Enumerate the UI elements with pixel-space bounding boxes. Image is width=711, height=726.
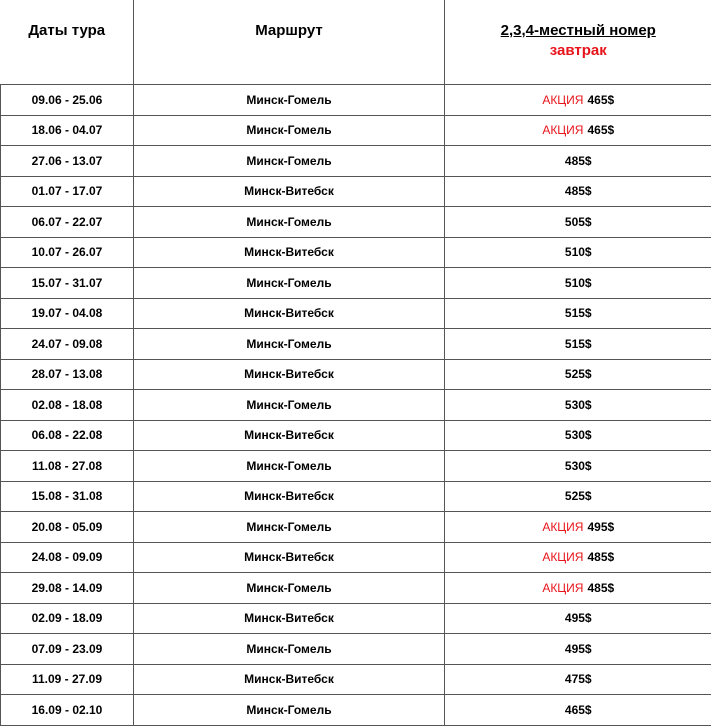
price-value: 485$	[587, 581, 614, 595]
tour-dates-cell: 06.07 - 22.07	[1, 207, 134, 238]
price-value: 465$	[587, 93, 614, 107]
price-cell	[445, 573, 711, 604]
route-cell: Минск-Витебск	[134, 298, 445, 329]
price-value: 465$	[565, 703, 592, 717]
route-cell: Минск-Витебск	[134, 420, 445, 451]
price-cell	[445, 268, 711, 299]
table-row	[1, 512, 711, 543]
price-cell	[445, 298, 711, 329]
table-row	[1, 115, 711, 146]
tour-dates-cell: 18.06 - 04.07	[1, 115, 134, 146]
table-row	[1, 634, 711, 665]
table-row	[1, 603, 711, 634]
price-value: 485$	[587, 550, 614, 564]
tour-dates-cell: 01.07 - 17.07	[1, 176, 134, 207]
tour-dates-cell: 11.09 - 27.09	[1, 664, 134, 695]
table-row	[1, 207, 711, 238]
route-cell: Минск-Витебск	[134, 664, 445, 695]
table-row	[1, 146, 711, 177]
price-value: 495$	[565, 642, 592, 656]
table-row	[1, 329, 711, 360]
table-row	[1, 451, 711, 482]
table-row	[1, 359, 711, 390]
table-row	[1, 176, 711, 207]
price-cell	[445, 207, 711, 238]
route-cell: Минск-Гомель	[134, 146, 445, 177]
route-cell: Минск-Гомель	[134, 207, 445, 238]
tour-dates-cell: 29.08 - 14.09	[1, 573, 134, 604]
price-value: 510$	[565, 276, 592, 290]
route-cell: Минск-Гомель	[134, 85, 445, 116]
price-value: 510$	[565, 245, 592, 259]
route-cell: Минск-Гомель	[134, 390, 445, 421]
promo-badge: АКЦИЯ	[542, 520, 583, 534]
route-cell: Минск-Витебск	[134, 481, 445, 512]
tour-dates-cell: 07.09 - 23.09	[1, 634, 134, 665]
header-dates	[1, 0, 134, 85]
price-value: 525$	[565, 489, 592, 503]
price-cell	[445, 85, 711, 116]
table-row	[1, 481, 711, 512]
price-cell	[445, 146, 711, 177]
route-cell: Минск-Витебск	[134, 603, 445, 634]
price-cell	[445, 420, 711, 451]
route-cell: Минск-Гомель	[134, 573, 445, 604]
header-route-label: Маршрут	[134, 0, 444, 39]
table-row	[1, 390, 711, 421]
price-cell	[445, 359, 711, 390]
price-cell	[445, 542, 711, 573]
table-row	[1, 298, 711, 329]
table-row	[1, 85, 711, 116]
tour-dates-cell: 15.07 - 31.07	[1, 268, 134, 299]
price-cell	[445, 695, 711, 726]
price-cell	[445, 603, 711, 634]
table-row	[1, 542, 711, 573]
price-cell	[445, 634, 711, 665]
route-cell: Минск-Гомель	[134, 695, 445, 726]
price-value: 465$	[587, 123, 614, 137]
tour-dates-cell: 15.08 - 31.08	[1, 481, 134, 512]
header-route	[134, 0, 445, 85]
price-value: 475$	[565, 672, 592, 686]
header-dates-label: Даты тура	[1, 0, 134, 39]
table-row	[1, 268, 711, 299]
tour-dates-cell: 24.08 - 09.09	[1, 542, 134, 573]
header-meal-label: завтрак	[445, 39, 711, 59]
price-cell	[445, 664, 711, 695]
header-room-label[interactable]: 2,3,4-местный номер	[445, 0, 711, 39]
promo-badge: АКЦИЯ	[542, 581, 583, 595]
price-value: 515$	[565, 306, 592, 320]
promo-badge: АКЦИЯ	[542, 550, 583, 564]
price-value: 495$	[587, 520, 614, 534]
price-cell	[445, 176, 711, 207]
table-header-row	[1, 0, 711, 85]
price-value: 485$	[565, 154, 592, 168]
price-value: 530$	[565, 459, 592, 473]
price-value: 515$	[565, 337, 592, 351]
tour-dates-cell: 19.07 - 04.08	[1, 298, 134, 329]
route-cell: Минск-Витебск	[134, 237, 445, 268]
route-cell: Минск-Витебск	[134, 359, 445, 390]
price-cell	[445, 329, 711, 360]
price-value: 525$	[565, 367, 592, 381]
table-row	[1, 420, 711, 451]
price-cell	[445, 451, 711, 482]
price-value: 530$	[565, 398, 592, 412]
price-cell	[445, 481, 711, 512]
tour-dates-cell: 11.08 - 27.08	[1, 451, 134, 482]
price-cell	[445, 237, 711, 268]
route-cell: Минск-Гомель	[134, 512, 445, 543]
route-cell: Минск-Гомель	[134, 115, 445, 146]
tour-dates-cell: 27.06 - 13.07	[1, 146, 134, 177]
price-value: 495$	[565, 611, 592, 625]
price-value: 530$	[565, 428, 592, 442]
route-cell: Минск-Гомель	[134, 451, 445, 482]
route-cell: Минск-Гомель	[134, 329, 445, 360]
tour-dates-cell: 09.06 - 25.06	[1, 85, 134, 116]
promo-badge: АКЦИЯ	[542, 123, 583, 137]
price-value: 485$	[565, 184, 592, 198]
tour-dates-cell: 06.08 - 22.08	[1, 420, 134, 451]
header-room	[445, 0, 711, 85]
tour-dates-cell: 16.09 - 02.10	[1, 695, 134, 726]
tour-dates-cell: 28.07 - 13.08	[1, 359, 134, 390]
table-row	[1, 664, 711, 695]
price-cell	[445, 390, 711, 421]
price-cell	[445, 512, 711, 543]
route-cell: Минск-Витебск	[134, 542, 445, 573]
price-cell	[445, 115, 711, 146]
promo-badge: АКЦИЯ	[542, 93, 583, 107]
tour-dates-cell: 24.07 - 09.08	[1, 329, 134, 360]
tour-dates-cell: 10.07 - 26.07	[1, 237, 134, 268]
table-row	[1, 573, 711, 604]
table-row	[1, 237, 711, 268]
route-cell: Минск-Гомель	[134, 634, 445, 665]
tour-dates-cell: 02.08 - 18.08	[1, 390, 134, 421]
route-cell: Минск-Витебск	[134, 176, 445, 207]
table-row	[1, 695, 711, 726]
route-cell: Минск-Гомель	[134, 268, 445, 299]
tour-dates-cell: 02.09 - 18.09	[1, 603, 134, 634]
price-value: 505$	[565, 215, 592, 229]
tour-dates-cell: 20.08 - 05.09	[1, 512, 134, 543]
